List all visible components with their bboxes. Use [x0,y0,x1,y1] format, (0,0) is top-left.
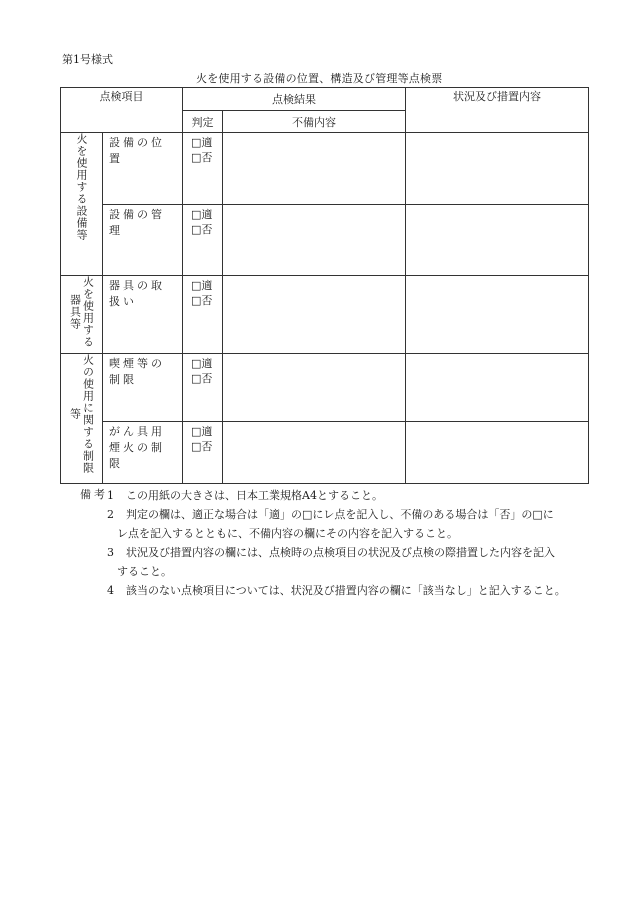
form-number: 第1号様式 [62,53,113,66]
defect-content-cell[interactable] [223,205,406,276]
judgment-cell[interactable] [183,276,223,354]
judge-ng-checkbox[interactable]: □否 [191,223,213,236]
status-measures-cell[interactable] [406,205,589,276]
note-item: 1 この用紙の大きさは、日本工業規格A4とすること。 [107,489,383,502]
note-item: 2 判定の欄は、適正な場合は「適」の□にレ点を記入し、不備のある場合は「否」の□に レ点を記入するとともに、不備内容の欄にその内容を記入すること。 [107,508,554,540]
header-judgment: 判定 [183,111,223,133]
judge-ok-checkbox[interactable]: □適 [191,208,213,221]
group-label-fire-equipment: 火を使用する設備等 [61,133,103,276]
defect-content-cell[interactable] [223,422,406,484]
judge-ok-checkbox[interactable]: □適 [191,357,213,370]
group-label-fire-appliances: 火を使用する 器具等 [61,276,103,354]
item-equipment-management: 設備の管理 [103,205,183,276]
header-status-measures: 状況及び措置内容 [406,88,589,133]
group-label-fire-use-restrictions: 火の使用に関する制限 等 [61,354,103,484]
header-defect-content: 不備内容 [223,111,406,133]
status-measures-cell[interactable] [406,133,589,205]
item-appliance-handling: 器具の取扱い [103,276,183,354]
judgment-cell[interactable] [183,205,223,276]
defect-content-cell[interactable] [223,354,406,422]
defect-content-cell[interactable] [223,133,406,205]
judge-ng-checkbox[interactable]: □否 [191,440,213,453]
judgment-cell[interactable] [183,133,223,205]
status-measures-cell[interactable] [406,276,589,354]
status-measures-cell[interactable] [406,354,589,422]
status-measures-cell[interactable] [406,422,589,484]
note-item: 4 該当のない点検項目については、状況及び措置内容の欄に「該当なし」と記入すること。 [107,584,566,597]
item-toy-fireworks-restriction: がん具用煙火の制限 [103,422,183,484]
notes-label: 備考 [80,488,108,501]
item-equipment-location: 設備の位置 [103,133,183,205]
inspection-table [60,87,589,484]
item-smoking-restriction: 喫煙等の制限 [103,354,183,422]
judge-ok-checkbox[interactable]: □適 [191,136,213,149]
document-title: 火を使用する設備の位置、構造及び管理等点検票 [196,72,443,85]
judgment-cell[interactable] [183,422,223,484]
header-inspection-result: 点検結果 [183,88,406,111]
judge-ok-checkbox[interactable]: □適 [191,279,213,292]
header-inspection-item: 点検項目 [61,88,183,133]
judge-ng-checkbox[interactable]: □否 [191,372,213,385]
judge-ng-checkbox[interactable]: □否 [191,151,213,164]
defect-content-cell[interactable] [223,276,406,354]
judgment-cell[interactable] [183,354,223,422]
note-item: 3 状況及び措置内容の欄には、点検時の点検項目の状況及び点検の際措置した内容を記入 すること。 [107,546,555,578]
judge-ng-checkbox[interactable]: □否 [191,294,213,307]
judge-ok-checkbox[interactable]: □適 [191,425,213,438]
